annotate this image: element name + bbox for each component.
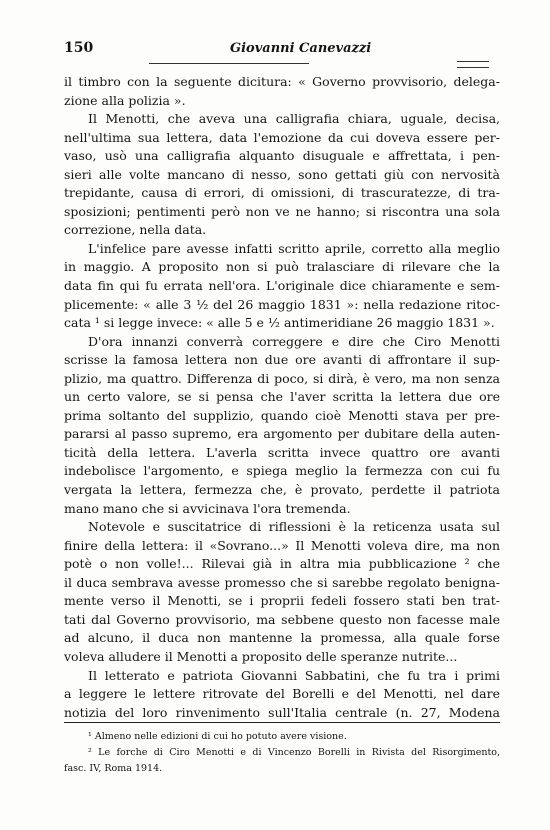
page-number: 150 [64, 40, 94, 56]
ornament-rule-left [149, 63, 309, 64]
text-line: pararsi al passo supremo, era argomento per dubitare della auten- [64, 426, 500, 442]
text-line: plizio, ma quattro. Differenza di poco, si dirà, è vero, ma non senza [64, 370, 500, 386]
body-text [64, 73, 500, 722]
footnote-line: ¹ Almeno nelle edizioni di cui ho potuto avere visione. [88, 731, 347, 742]
text-line: tati dal Governo provvisorio, ma sebbene questo non facesse male [64, 611, 500, 627]
text-line: correzione, nella data. [64, 222, 207, 238]
text-line: il timbro con la seguente dicitura: « Governo provvisorio, delega- [64, 74, 500, 89]
text-line: data fin qui fu errata nell'ora. L'originale dice chiaramente e sem- [64, 278, 500, 294]
text-line: finire della lettera: il «Sovrano...» Il Menotti voleva dire, ma non [64, 537, 500, 553]
footnotes [64, 729, 500, 777]
footnote-line: fasc. IV, Roma 1914. [64, 763, 163, 774]
text-line: vaso, usò una calligrafia alquanto disuguale e affrettata, i pen- [64, 148, 500, 164]
text-line: il duca sembrava avesse promesso che si sarebbe regolato benigna- [64, 574, 500, 590]
text-line: sieri alle volte mancano di nesso, sono gettati giù con nervosità [64, 166, 500, 182]
text-line: sposizioni; pentimenti però non ve ne hanno; si riscontra una sola [64, 203, 500, 219]
text-line: un certo valore, se si pensa che l'aver scritta la lettera due ore [64, 389, 500, 405]
text-line: cata ¹ si legge invece: « alle 5 e ½ antimeridiane 26 maggio 1831 ». [64, 315, 495, 331]
text-line: indebolisce l'argomento, e spiega meglio la fermezza con cui fu [64, 463, 500, 479]
text-line: Notevole e suscitatrice di riflessioni è la reticenza usata sul [88, 519, 500, 535]
text-line: in maggio. A proposito non si può tralasciare di rilevare che la [64, 259, 500, 275]
header-ornament [149, 61, 489, 67]
running-head: Giovanni Canevazzi [230, 41, 372, 56]
text-line: mente verso il Menotti, se i proprii fedeli fossero stati ben trat- [64, 593, 500, 609]
text-line: scrisse la famosa lettera non due ore avanti di affrontare il sup- [64, 352, 500, 368]
text-line: prima soltanto del supplizio, quando cioè Menotti stava per pre- [64, 407, 500, 423]
text-line: trepidante, causa di errori, di omissioni, di trascuratezze, di tra- [64, 185, 500, 201]
footnote-rule [64, 722, 500, 723]
text-line: plicemente: « alle 3 ½ del 26 maggio 1831 »: nella redazione ritoc- [64, 296, 500, 312]
ornament-mark-right [457, 61, 489, 68]
page-header [64, 40, 492, 58]
text-line: Il letterato e patriota Giovanni Sabbatini, che fu tra i primi [88, 667, 500, 683]
text-line: Il Menotti, che aveva una calligrafia chiara, uguale, decisa, [88, 111, 500, 127]
text-line: vergata la lettera, fermezza che, è provato, perdette il patriota [64, 482, 500, 498]
text-line: zione alla polizia ». [64, 92, 186, 108]
text-line: voleva alludere il Menotti a proposito delle speranze nutrite... [64, 648, 458, 664]
text-line: notizia del loro rinvenimento sull'Italia centrale (n. 27, Modena [64, 704, 500, 720]
text-line: D'ora innanzi converrà correggere e dire che Ciro Menotti [88, 333, 500, 349]
text-line: L'infelice pare avesse infatti scritto aprile, corretto alla meglio [88, 240, 500, 256]
text-line: a leggere le lettere ritrovate del Borelli e del Menotti, nel dare [64, 686, 500, 702]
footnote-line: ² Le forche di Ciro Menotti e di Vincenzo Borelli in Rivista del Risorgimento, [88, 747, 500, 758]
text-line: mano mano che si avvicinava l'ora tremenda. [64, 500, 351, 516]
text-line: ticità della lettera. L'averla scritta invece quattro ore avanti [64, 444, 500, 460]
text-line: nell'ultima sua lettera, data l'emozione da cui doveva essere per- [64, 129, 500, 145]
text-line: potè o non volle!... Rilevai già in altra mia pubblicazione ² che [64, 556, 500, 572]
text-line: ad alcuno, il duca non mantenne la promessa, alla quale forse [64, 630, 500, 646]
